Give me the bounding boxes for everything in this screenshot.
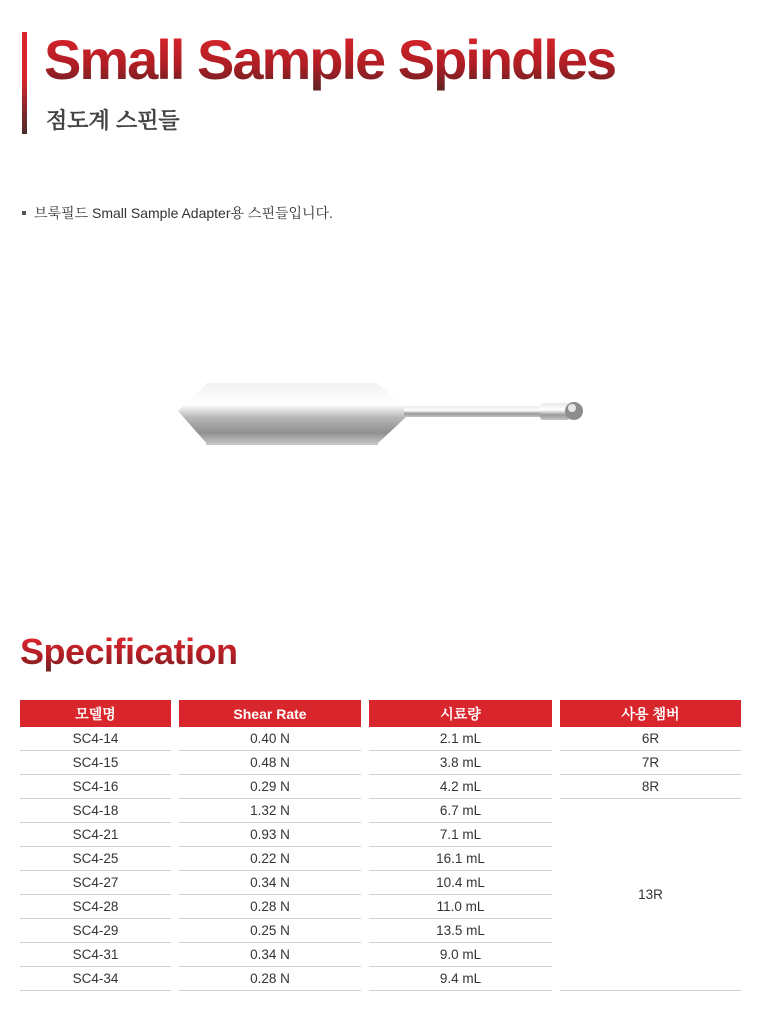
volume-cell: 9.0 mL xyxy=(369,943,552,967)
page-subtitle: 점도계 스핀들 xyxy=(46,108,180,133)
spindle-right-cone xyxy=(376,383,406,445)
shear-rate-cell: 0.22 N xyxy=(179,847,361,871)
intro-bullet xyxy=(22,203,333,223)
column-header-chamber: 사용 챔버 xyxy=(560,700,741,727)
volume-cell: 7.1 mL xyxy=(369,823,552,847)
model-cell: SC4-28 xyxy=(20,895,171,919)
chamber-cell: 6R xyxy=(560,727,741,751)
bullet-icon xyxy=(22,211,26,215)
column-volume xyxy=(369,700,552,991)
model-cell: SC4-14 xyxy=(20,727,171,751)
volume-cell: 6.7 mL xyxy=(369,799,552,823)
column-shear-rate xyxy=(179,700,361,991)
volume-cell: 3.8 mL xyxy=(369,751,552,775)
spindle-left-cone xyxy=(178,383,208,445)
volume-cell: 2.1 mL xyxy=(369,727,552,751)
model-cell: SC4-18 xyxy=(20,799,171,823)
volume-cell: 11.0 mL xyxy=(369,895,552,919)
chamber-cell: 8R xyxy=(560,775,741,799)
shear-rate-cell: 0.34 N xyxy=(179,871,361,895)
spindle-shaft xyxy=(404,406,542,417)
shear-rate-cell: 0.48 N xyxy=(179,751,361,775)
spindle-image xyxy=(170,370,600,460)
volume-cell: 13.5 mL xyxy=(369,919,552,943)
model-cell: SC4-34 xyxy=(20,967,171,991)
volume-cell: 10.4 mL xyxy=(369,871,552,895)
column-chamber xyxy=(560,700,741,991)
model-cell: SC4-27 xyxy=(20,871,171,895)
model-cell: SC4-25 xyxy=(20,847,171,871)
model-cell: SC4-29 xyxy=(20,919,171,943)
spec-title: Specification xyxy=(20,624,238,680)
page-title: Small Sample Spindles xyxy=(44,22,615,98)
model-cell: SC4-15 xyxy=(20,751,171,775)
spindle-body xyxy=(206,383,378,445)
shear-rate-cell: 0.34 N xyxy=(179,943,361,967)
column-header-volume: 시료량 xyxy=(369,700,552,727)
shear-rate-cell: 0.29 N xyxy=(179,775,361,799)
spindle-tip-highlight xyxy=(568,404,576,412)
shear-rate-cell: 0.28 N xyxy=(179,967,361,991)
chamber-merged-cell: 13R xyxy=(560,799,741,991)
column-model xyxy=(20,700,171,991)
column-header-model: 모델명 xyxy=(20,700,171,727)
volume-cell: 16.1 mL xyxy=(369,847,552,871)
shear-rate-cell: 0.93 N xyxy=(179,823,361,847)
shear-rate-cell: 0.28 N xyxy=(179,895,361,919)
volume-cell: 9.4 mL xyxy=(369,967,552,991)
model-cell: SC4-31 xyxy=(20,943,171,967)
chamber-cell: 7R xyxy=(560,751,741,775)
volume-cell: 4.2 mL xyxy=(369,775,552,799)
shear-rate-cell: 1.32 N xyxy=(179,799,361,823)
title-accent-bar xyxy=(22,32,27,134)
column-header-shear-rate: Shear Rate xyxy=(179,700,361,727)
shear-rate-cell: 0.40 N xyxy=(179,727,361,751)
intro-text: 브룩필드 Small Sample Adapter용 스핀들입니다. xyxy=(34,205,333,221)
shear-rate-cell: 0.25 N xyxy=(179,919,361,943)
model-cell: SC4-16 xyxy=(20,775,171,799)
model-cell: SC4-21 xyxy=(20,823,171,847)
